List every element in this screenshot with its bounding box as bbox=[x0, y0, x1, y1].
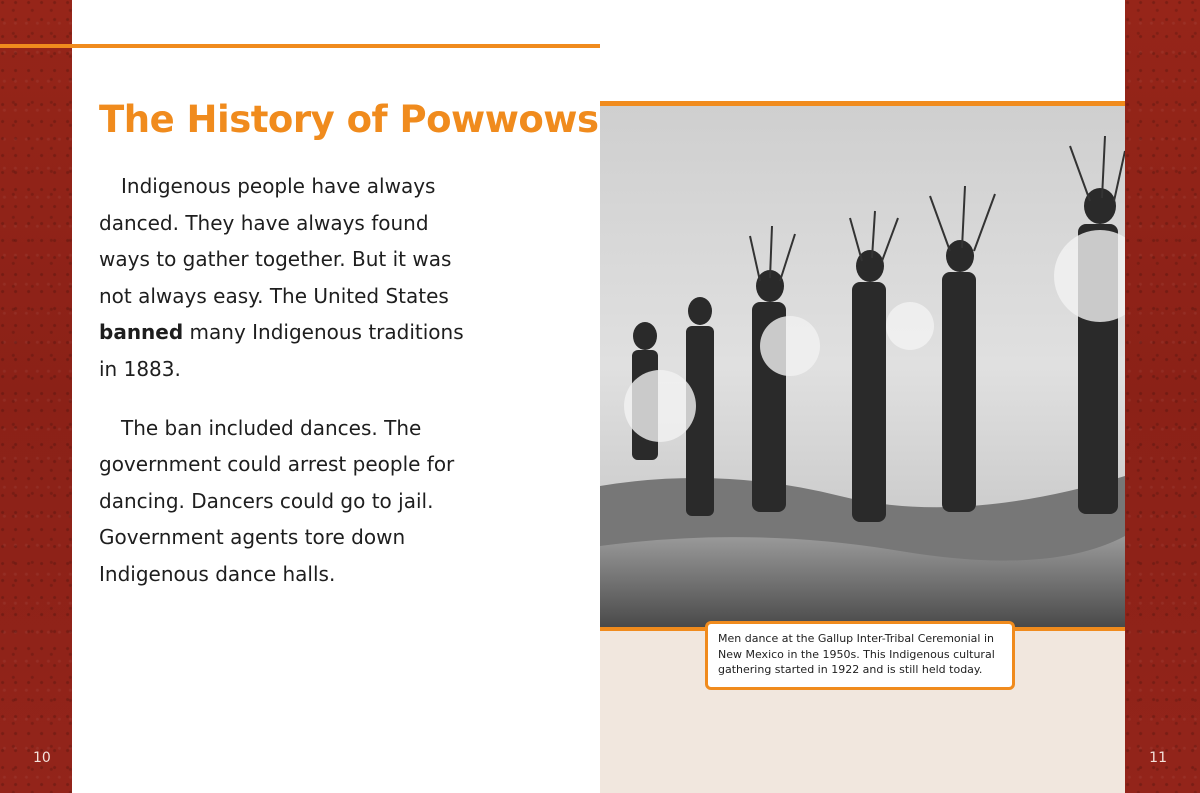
right-decorative-border bbox=[1125, 0, 1200, 793]
paragraph-1 bbox=[99, 168, 479, 388]
paragraph-1-start: Indigenous people have always danced. They have always found ways to gather together. But it was not always easy. The United States bbox=[99, 174, 452, 308]
body-text bbox=[99, 168, 479, 615]
paragraph-2: The ban included dances. The government could arrest people for dancing. Dancers could go to jail. Government agents tore down Indigenous dance halls. bbox=[99, 415, 455, 586]
black-and-white-photo-of-dancers-icon bbox=[600, 106, 1125, 627]
left-decorative-border bbox=[0, 0, 72, 793]
page-number-left: 10 bbox=[33, 750, 51, 766]
dancers-photo bbox=[600, 106, 1125, 627]
paragraph-1-bold-term: banned bbox=[99, 320, 184, 345]
photo-caption: Men dance at the Gallup Inter-Tribal Ceremonial in New Mexico in the 1950s. This Indigenous cultural gathering started in 1922 and is still held today. bbox=[705, 621, 1015, 690]
top-orange-rule bbox=[0, 44, 600, 48]
paragraph-1-end: many Indigenous traditions in 1883. bbox=[99, 320, 464, 381]
page-title: The History of Powwows bbox=[99, 98, 599, 141]
page-number-right: 11 bbox=[1149, 750, 1167, 766]
